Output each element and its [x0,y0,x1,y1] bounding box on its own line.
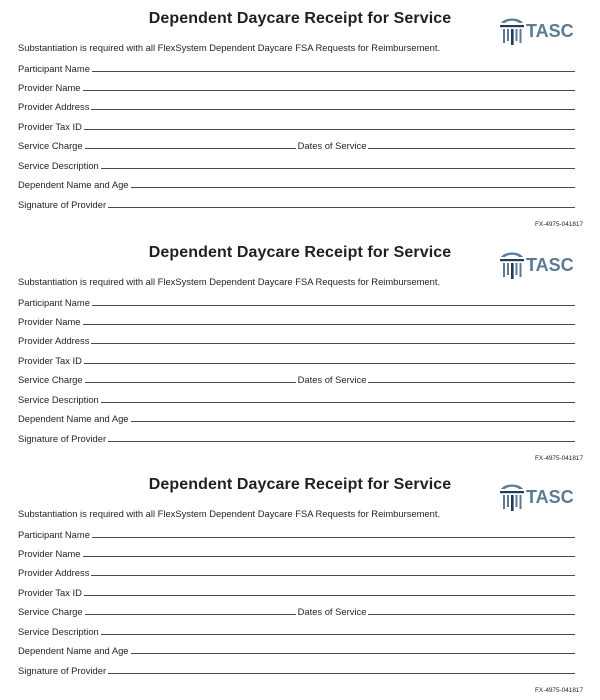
receipt-1 [0,0,600,233]
provider-name-label: Provider Name [18,82,81,93]
dependent-name-age-line[interactable] [131,653,576,654]
tasc-logo-icon [500,19,524,46]
signature-of-provider-label: Signature of Provider [18,433,107,444]
service-charge-label: Service Charge [18,140,83,151]
participant-name-line[interactable] [92,71,575,72]
participant-name-line[interactable] [92,305,575,306]
provider-tax-id-line[interactable] [84,363,575,364]
tasc-logo-text: TASC [526,21,574,41]
provider-tax-id-field[interactable] [18,352,575,366]
provider-address-line[interactable] [91,343,575,344]
form-code: FX-4975-041817 [535,687,583,694]
participant-name-label: Participant Name [18,297,90,308]
provider-address-line[interactable] [91,109,575,110]
provider-tax-id-field[interactable] [18,118,575,132]
provider-name-line[interactable] [83,556,575,557]
signature-of-provider-line[interactable] [108,673,575,674]
provider-name-line[interactable] [83,324,575,325]
receipt-3 [0,466,600,699]
tasc-logo [499,247,579,285]
dependent-name-age-line[interactable] [131,421,576,422]
service-charge-field[interactable] [18,371,575,385]
dates-of-service-line[interactable] [368,382,575,383]
provider-tax-id-line[interactable] [84,129,575,130]
participant-name-label: Participant Name [18,63,90,74]
service-description-field[interactable] [18,623,575,637]
dates-of-service-label: Dates of Service [297,140,367,151]
service-description-field[interactable] [18,157,575,171]
provider-address-label: Provider Address [18,335,90,346]
signature-of-provider-field[interactable] [18,196,575,210]
service-description-line[interactable] [101,168,575,169]
provider-tax-id-label: Provider Tax ID [18,121,82,132]
substantiation-note: Substantiation is required with all FlexSystem Dependent Daycare FSA Requests for Reimbursement. [18,508,441,519]
dependent-name-age-label: Dependent Name and Age [18,645,129,656]
service-charge-line[interactable] [85,382,296,383]
participant-name-field[interactable] [18,294,575,308]
provider-tax-id-label: Provider Tax ID [18,587,82,598]
service-charge-label: Service Charge [18,374,83,385]
form-title: Dependent Daycare Receipt for Service [148,476,452,493]
provider-address-field[interactable] [18,564,575,578]
dependent-name-age-label: Dependent Name and Age [18,413,129,424]
provider-address-label: Provider Address [18,101,90,112]
dependent-name-age-line[interactable] [131,187,576,188]
participant-name-label: Participant Name [18,529,90,540]
participant-name-field[interactable] [18,526,575,540]
dates-of-service-line[interactable] [368,614,575,615]
signature-of-provider-line[interactable] [108,441,575,442]
substantiation-note: Substantiation is required with all FlexSystem Dependent Daycare FSA Requests for Reimbursement. [18,42,441,53]
dependent-name-age-field[interactable] [18,176,575,190]
dependent-name-age-field[interactable] [18,410,575,424]
dependent-name-age-field[interactable] [18,642,575,656]
tasc-logo-icon [500,485,524,512]
service-charge-field[interactable] [18,603,575,617]
form-code: FX-4975-041817 [535,455,583,462]
provider-address-label: Provider Address [18,567,90,578]
receipt-2 [0,234,600,467]
provider-address-field[interactable] [18,98,575,112]
provider-name-field[interactable] [18,545,575,559]
signature-of-provider-line[interactable] [108,207,575,208]
service-description-line[interactable] [101,634,575,635]
signature-of-provider-field[interactable] [18,662,575,676]
dates-of-service-label: Dates of Service [297,606,367,617]
dependent-name-age-label: Dependent Name and Age [18,179,129,190]
service-description-label: Service Description [18,160,99,171]
provider-name-label: Provider Name [18,548,81,559]
service-charge-line[interactable] [85,148,296,149]
provider-name-label: Provider Name [18,316,81,327]
provider-address-line[interactable] [91,575,575,576]
dates-of-service-line[interactable] [368,148,575,149]
tasc-logo-text: TASC [526,255,574,275]
form-title: Dependent Daycare Receipt for Service [148,244,452,261]
tasc-logo-text: TASC [526,487,574,507]
tasc-logo-icon [500,253,524,280]
service-charge-field[interactable] [18,137,575,151]
participant-name-field[interactable] [18,60,575,74]
provider-address-field[interactable] [18,332,575,346]
provider-tax-id-field[interactable] [18,584,575,598]
signature-of-provider-field[interactable] [18,430,575,444]
substantiation-note: Substantiation is required with all FlexSystem Dependent Daycare FSA Requests for Reimbursement. [18,276,441,287]
provider-tax-id-line[interactable] [84,595,575,596]
dates-of-service-label: Dates of Service [297,374,367,385]
provider-name-field[interactable] [18,79,575,93]
form-code: FX-4975-041817 [535,221,583,228]
form-title: Dependent Daycare Receipt for Service [148,10,452,27]
signature-of-provider-label: Signature of Provider [18,199,107,210]
tasc-logo [499,13,579,51]
service-charge-label: Service Charge [18,606,83,617]
provider-name-line[interactable] [83,90,575,91]
service-description-line[interactable] [101,402,575,403]
service-description-label: Service Description [18,394,99,405]
provider-tax-id-label: Provider Tax ID [18,355,82,366]
signature-of-provider-label: Signature of Provider [18,665,107,676]
service-description-field[interactable] [18,391,575,405]
service-description-label: Service Description [18,626,99,637]
tasc-logo [499,479,579,517]
provider-name-field[interactable] [18,313,575,327]
participant-name-line[interactable] [92,537,575,538]
service-charge-line[interactable] [85,614,296,615]
